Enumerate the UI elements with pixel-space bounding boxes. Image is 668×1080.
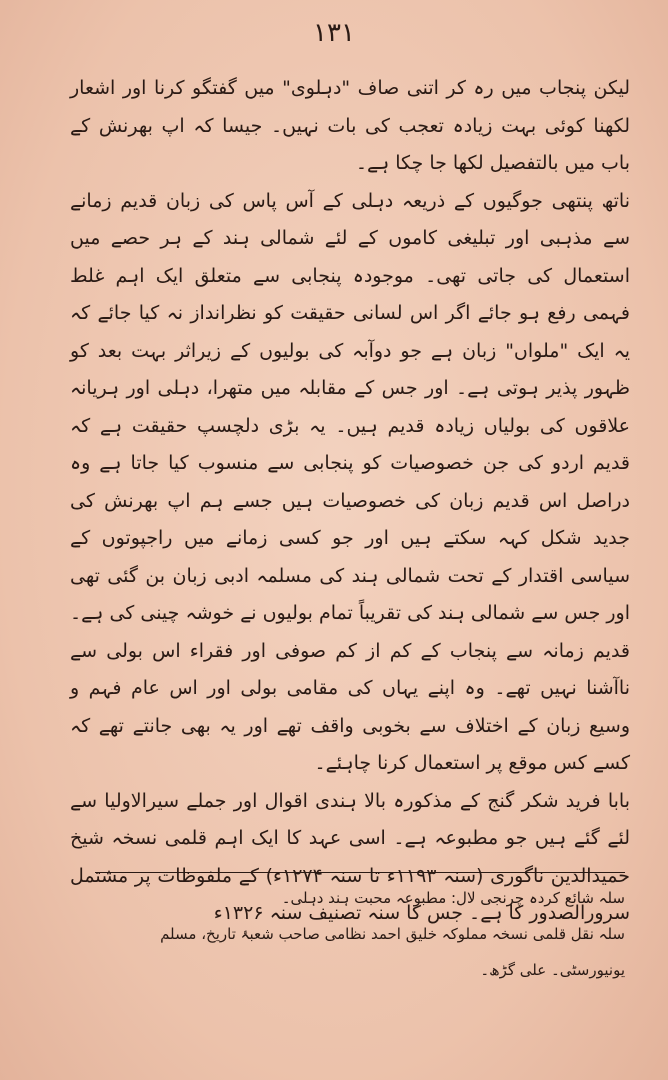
footnote-divider — [95, 872, 625, 873]
page-number: ١٣١ — [313, 18, 355, 48]
footnote-1: سلہ شائع کردہ چرنجی لال: مطبوعہ محبت ہند دہلی۔ — [281, 889, 625, 907]
footnote-2: سلہ نقل قلمی نسخہ مملوکہ خلیق احمد نظامی صاحب شعبۂ تاریخ، مسلم یونیورسٹی۔ علی گڑھ۔ — [160, 925, 625, 979]
main-text — [70, 70, 630, 933]
paragraph-2: ناتھ پنتھی جوگیوں کے ذریعہ دہلی کے آس پاس کی زبان قدیم زمانے سے مذہبی اور تبلیغی کاموں کے لئے شمالی ہند کے ہر حصے میں استعمال کی جاتی تھی۔ موجودہ پنجابی سے متعلق ایک اہم غلط فہمی رفع ہو جائے اگر اس لسانی حقیقت کو نظرانداز نہ کیا جائے کہ یہ ایک "ملواں" زبان ہے جو دوآبہ کی بولیوں کے زیراثر بہت بعد کو ظہور پذیر ہوتی ہے۔ اور جس کے مقابلہ میں متھرا، دہلی اور ہریانہ علاقوں کی بولیاں زیادہ قدیم ہیں۔ یہ بڑی دلچسپ حقیقت ہے کہ قدیم اردو کی جن خصوصیات کو پنجابی سے منسوب کیا جاتا ہے وہ دراصل اس قدیم زبان کی خصوصیات ہیں جسے ہم اپ بھرنش کی جدید شکل کہہ سکتے ہیں اور جو کسی زمانے میں راجپوتوں کے سیاسی اقتدار کے تحت شمالی ہند کی مسلمہ ادبی زبان بن گئی تھی اور جس سے شمالی ہند کی تقریباً تمام بولیوں نے خوشہ چینی کی ہے۔ قدیم زمانہ سے پنجاب کے کم از کم صوفی اور فقراء اس بولی سے ناآشنا نہیں تھے۔ وہ اپنے یہاں کی مقامی بولی اور اس عام فہم و وسیع زبان کے اختلاف سے بخوبی واقف تھے اور یہ بھی جانتے تھے کہ کسے کس موقع پر استعمال کرنا چاہئے۔ — [70, 189, 630, 774]
footnotes — [95, 880, 625, 988]
paragraph-3: بابا فرید شکر گنج کے مذکورہ بالا ہندی اقوال اور جملے سیرالاولیا سے لئے گئے ہیں جو مطبوعہ ہے۔ اسی عہد کا ایک اہم قلمی نسخہ شیخ حمیدالدین ناگوری (سنہ ۱۱۹۳ء تا سنہ ۱۲۷۴ء) کے ملفوظات پر مشتمل سرورالصدور کا ہے۔ جس کا سنہ تصنیف سنہ ۱۳۲۶ء — [70, 789, 630, 924]
paragraph-1: لیکن پنجاب میں رہ کر اتنی صاف "دہلوی" میں گفتگو کرنا اور اشعار لکھنا کوئی بہت زیادہ تعجب کی بات نہیں۔ جیسا کہ اپ بھرنش کے باب میں بالتفصیل لکھا جا چکا ہے۔ — [70, 77, 630, 174]
